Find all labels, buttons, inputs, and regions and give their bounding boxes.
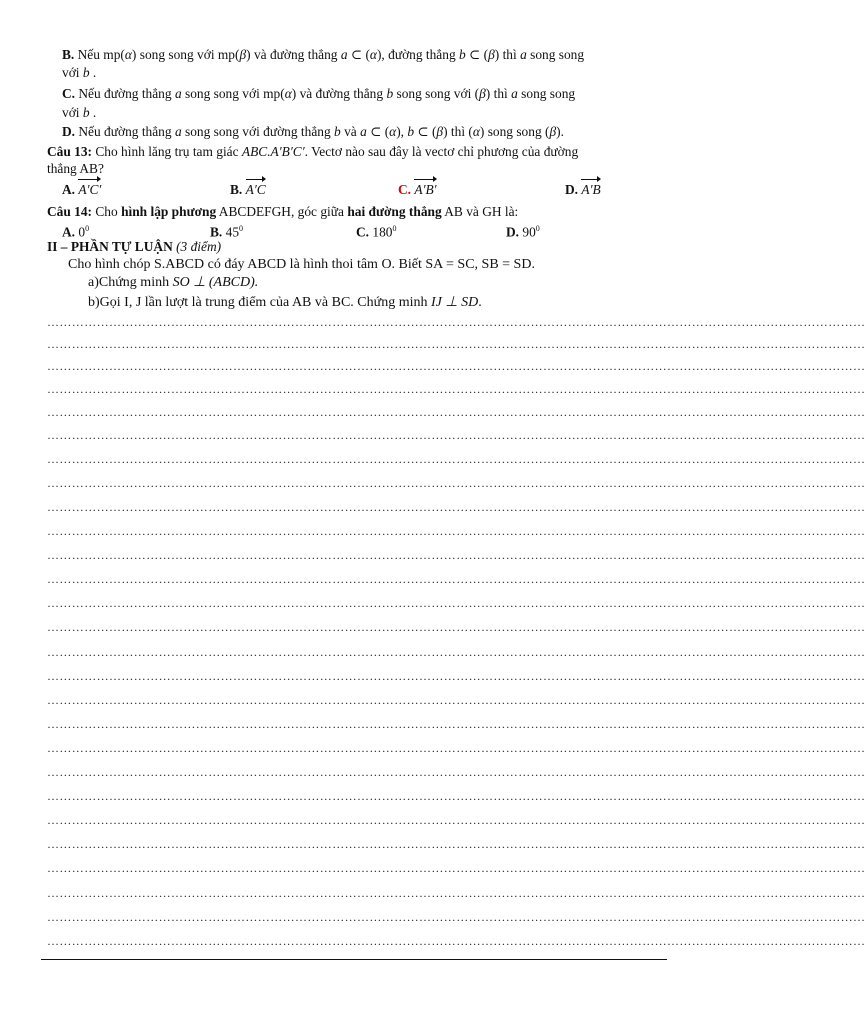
q13-question-cont: thẳng AB? — [47, 161, 104, 176]
answer-line: ……………………………………………………………………………………………………………………………………………………………………………… — [47, 837, 865, 851]
q12-option-b-line1: B. Nếu mp(α) song song với mp(β) và đường thẳng a ⊂ (α), đường thẳng b ⊂ (β) thì a song song — [62, 47, 585, 62]
answer-line: ……………………………………………………………………………………………………………………………………………………………………………… — [47, 789, 865, 803]
answer-line: ……………………………………………………………………………………………………………………………………………………………………………… — [47, 572, 865, 586]
answer-line: ……………………………………………………………………………………………………………………………………………………………………………… — [47, 934, 865, 948]
answer-line: ……………………………………………………………………………………………………………………………………………………………………………… — [47, 765, 865, 779]
part2-task-b: b)Gọi I, J lần lượt là trung điểm của AB và BC. Chứng minh IJ ⊥ SD. — [88, 295, 482, 310]
answer-line: ……………………………………………………………………………………………………………………………………………………………………………… — [47, 717, 865, 731]
answer-line: ……………………………………………………………………………………………………………………………………………………………………………… — [47, 548, 865, 562]
answer-line: ……………………………………………………………………………………………………………………………………………………………………………… — [47, 741, 865, 755]
q14-option-b: B. $45^0$ — [210, 224, 244, 240]
bottom-rule — [41, 959, 667, 960]
q14-option-a: A. $0^0$ — [62, 224, 90, 240]
answer-line: ……………………………………………………………………………………………………………………………………………………………………………… — [47, 315, 865, 329]
answer-line: ……………………………………………………………………………………………………………………………………………………………………………… — [47, 693, 865, 707]
answer-line: ……………………………………………………………………………………………………………………………………………………………………………… — [47, 359, 865, 373]
q12-option-d: D. Nếu đường thẳng a song song với đường thẳng b và a ⊂ (α), b ⊂ (β) thì (α) song song (β). — [62, 124, 564, 139]
q12-option-c-line1: C. Nếu đường thẳng a song song với mp(α) và đường thẳng b song song với (β) thì a song song — [62, 86, 576, 101]
answer-line: ……………………………………………………………………………………………………………………………………………………………………………… — [47, 596, 865, 610]
q12-option-c-line2: với b . — [62, 105, 97, 120]
answer-line: ……………………………………………………………………………………………………………………………………………………………………………… — [47, 886, 865, 900]
answer-line: ……………………………………………………………………………………………………………………………………………………………………………… — [47, 337, 865, 351]
answer-line: ……………………………………………………………………………………………………………………………………………………………………………… — [47, 910, 865, 924]
answer-line: ……………………………………………………………………………………………………………………………………………………………………………… — [47, 645, 865, 659]
answer-line: ……………………………………………………………………………………………………………………………………………………………………………… — [47, 524, 865, 538]
answer-line: ……………………………………………………………………………………………………………………………………………………………………………… — [47, 861, 865, 875]
q13-option-b: B. A′C — [230, 182, 266, 197]
answer-line: ……………………………………………………………………………………………………………………………………………………………………………… — [47, 428, 865, 442]
answer-line: ……………………………………………………………………………………………………………………………………………………………………………… — [47, 669, 865, 683]
part2-heading: II – PHẦN TỰ LUẬN (3 điểm) — [47, 239, 222, 254]
q13-option-d: D. A′B — [565, 182, 601, 197]
answer-line: ……………………………………………………………………………………………………………………………………………………………………………… — [47, 620, 865, 634]
answer-line: ……………………………………………………………………………………………………………………………………………………………………………… — [47, 500, 865, 514]
q14-option-d: D. $90^0$ — [506, 224, 540, 240]
answer-line: ……………………………………………………………………………………………………………………………………………………………………………… — [47, 476, 865, 490]
q14-option-c: C. $180^0$ — [356, 224, 397, 240]
q12-option-b-line2: với b . — [62, 65, 97, 80]
answer-line: ……………………………………………………………………………………………………………………………………………………………………………… — [47, 452, 865, 466]
part2-intro: Cho hình chóp S.ABCD có đáy ABCD là hình thoi tâm O. Biết SA = SC, SB = SD. — [68, 257, 535, 272]
q13-question: Câu 13: Cho hình lăng trụ tam giác ABC.A′B′C′. Vectơ nào sau đây là vectơ chỉ phương của đường — [47, 144, 579, 159]
answer-line: ……………………………………………………………………………………………………………………………………………………………………………… — [47, 405, 865, 419]
q13-option-c-correct: C. A′B′ — [398, 182, 437, 197]
part2-task-a: a)Chứng minh SO ⊥ (ABCD). — [88, 275, 259, 290]
answer-line: ……………………………………………………………………………………………………………………………………………………………………………… — [47, 382, 865, 396]
answer-line: ……………………………………………………………………………………………………………………………………………………………………………… — [47, 813, 865, 827]
q13-option-a: A. A′C′ — [62, 182, 102, 197]
q14-question: Câu 14: Cho hình lập phương ABCDEFGH, góc giữa hai đường thẳng AB và GH là: — [47, 204, 519, 219]
